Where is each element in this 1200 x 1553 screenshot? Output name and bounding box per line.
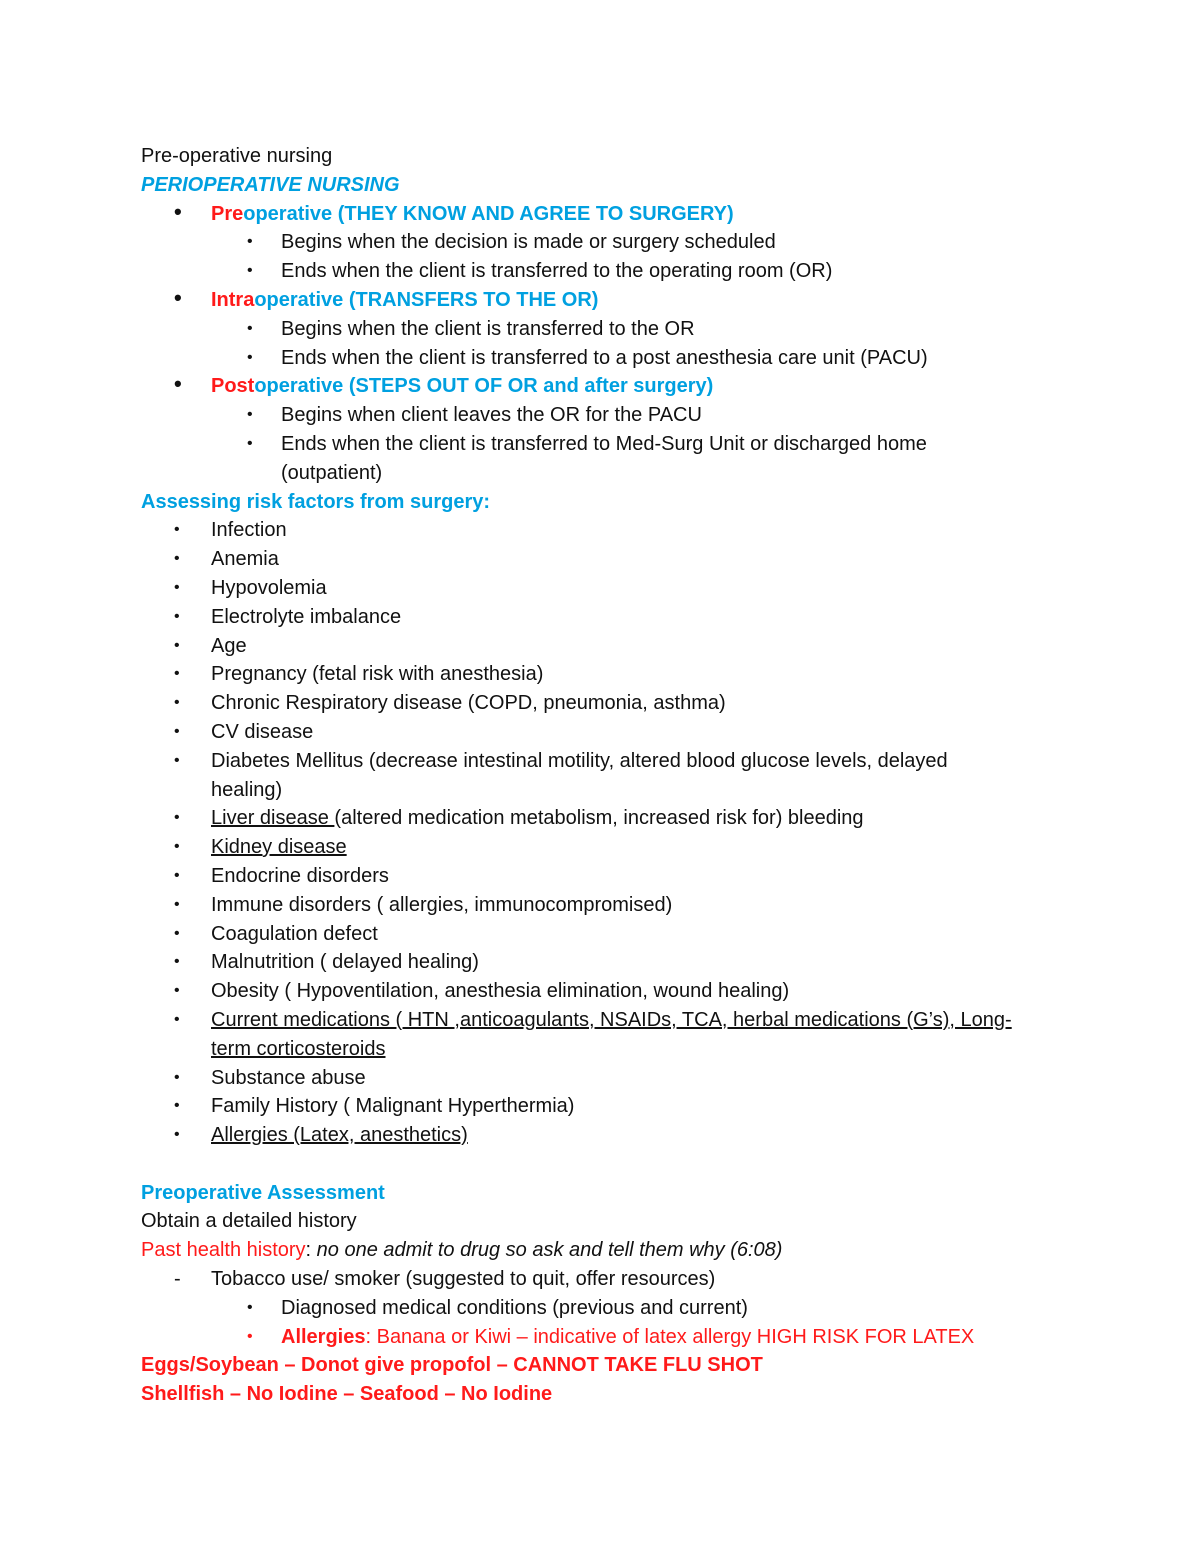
bullet-icon: •	[174, 694, 180, 712]
phase-prefix: Post	[211, 375, 255, 398]
eggs-soybean-note: Eggs/Soybean – Donot give propofol – CANNOT TAKE FLU SHOT	[141, 1354, 763, 1377]
bullet-icon: •	[174, 550, 180, 568]
past-health-label: Past health history	[141, 1239, 306, 1262]
allergies-label: Allergies	[281, 1325, 366, 1348]
bullet-icon: •	[174, 371, 182, 397]
document-body	[141, 142, 1081, 1409]
risk-item: • Malnutrition ( delayed healing)	[141, 948, 1081, 977]
bullet-icon: •	[174, 198, 182, 224]
risk-item: • Current medications ( HTN ,anticoagulants, NSAIDs, TCA, herbal medications (G’s), Long-	[141, 1006, 1081, 1035]
bullet-icon: •	[174, 521, 180, 539]
bullet-icon: •	[247, 1327, 253, 1345]
risk-item: • Endocrine disorders	[141, 862, 1081, 891]
risk-item: • Electrolyte imbalance	[141, 603, 1081, 632]
bullet-icon: •	[174, 578, 180, 596]
bullet-icon: •	[174, 866, 180, 884]
bullet-icon: •	[174, 751, 180, 769]
risk-item: • Pregnancy (fetal risk with anesthesia)	[141, 660, 1081, 689]
shellfish-note: Shellfish – No Iodine – Seafood – No Iodine	[141, 1383, 553, 1406]
risk-item: • Kidney disease	[141, 833, 1081, 862]
phase-label: operative (THEY KNOW AND AGREE TO SURGERY)	[243, 202, 734, 225]
risk-item: • Liver disease (altered medication metabolism, increased risk for) bleeding	[141, 804, 1081, 833]
bullet-icon: •	[247, 262, 253, 280]
risk-item: • Family History ( Malignant Hyperthermia)	[141, 1092, 1081, 1121]
past-health-note: no one admit to drug so ask and tell them why (6:08)	[316, 1239, 783, 1262]
bullet-icon: •	[174, 1068, 180, 1086]
list-item: • Ends when the client is transferred to the operating room (OR)	[141, 257, 1081, 286]
bullet-icon: •	[174, 284, 182, 310]
bullet-icon: •	[247, 319, 253, 337]
bullet-icon: •	[174, 1097, 180, 1115]
bullet-icon: •	[174, 1126, 180, 1144]
risk-item: • Obesity ( Hypoventilation, anesthesia elimination, wound healing)	[141, 977, 1081, 1006]
bullet-icon: •	[174, 982, 180, 1000]
allergies-item: • Allergies: Banana or Kiwi – indicative of latex allergy HIGH RISK FOR LATEX	[141, 1323, 1081, 1352]
section-heading-perioperative: PERIOPERATIVE NURSING	[141, 173, 400, 196]
bullet-icon: •	[247, 406, 253, 424]
phase-label: operative (TRANSFERS TO THE OR)	[254, 288, 599, 311]
assessment-subheading: Obtain a detailed history	[141, 1210, 357, 1233]
bullet-icon: •	[174, 924, 180, 942]
page-title: Pre-operative nursing	[141, 145, 333, 167]
bullet-icon: •	[247, 233, 253, 251]
risk-item: • Age	[141, 632, 1081, 661]
bullet-icon: •	[174, 665, 180, 683]
bullet-icon: •	[174, 1010, 180, 1028]
phase-preoperative	[141, 200, 1081, 229]
risk-item: • Infection	[141, 516, 1081, 545]
past-health-history: Past health history: no one admit to drug so ask and tell them why (6:08)	[141, 1239, 783, 1262]
risk-item-continuation: term corticosteroids	[211, 1037, 386, 1060]
dash-icon: -	[174, 1268, 181, 1291]
risk-item: • Allergies (Latex, anesthetics)	[141, 1121, 1081, 1150]
bullet-icon: •	[174, 607, 180, 625]
bullet-icon: •	[174, 838, 180, 856]
list-item: • Begins when client leaves the OR for the PACU	[141, 401, 1081, 430]
risk-item: • Hypovolemia	[141, 574, 1081, 603]
list-item: • Begins when the decision is made or surgery scheduled	[141, 228, 1081, 257]
bullet-icon: •	[247, 434, 253, 452]
phase-intraoperative	[141, 286, 1081, 315]
risk-item: • Coagulation defect	[141, 920, 1081, 949]
bullet-icon: •	[174, 722, 180, 740]
blank-line	[141, 1150, 1081, 1179]
phase-postoperative	[141, 372, 1081, 401]
list-item: - Tobacco use/ smoker (suggested to quit, offer resources)	[141, 1265, 1081, 1294]
list-item: • Ends when the client is transferred to Med-Surg Unit or discharged home	[141, 430, 1081, 459]
risk-item: • Diabetes Mellitus (decrease intestinal motility, altered blood glucose levels, delayed	[141, 747, 1081, 776]
list-item: • Ends when the client is transferred to a post anesthesia care unit (PACU)	[141, 344, 1081, 373]
list-item-continuation: (outpatient)	[281, 461, 383, 484]
bullet-icon: •	[247, 1298, 253, 1316]
section-heading-assessment: Preoperative Assessment	[141, 1181, 385, 1204]
bullet-icon: •	[174, 953, 180, 971]
risk-item: • Immune disorders ( allergies, immunocompromised)	[141, 891, 1081, 920]
phase-prefix: Intra	[211, 288, 255, 311]
list-item: • Diagnosed medical conditions (previous and current)	[141, 1294, 1081, 1323]
bullet-icon: •	[174, 809, 180, 827]
risk-item: • CV disease	[141, 718, 1081, 747]
bullet-icon: •	[174, 636, 180, 654]
section-heading-risk-factors: Assessing risk factors from surgery:	[141, 490, 491, 513]
risk-item: • Chronic Respiratory disease (COPD, pneumonia, asthma)	[141, 689, 1081, 718]
phase-label: operative (STEPS OUT OF OR and after surgery)	[254, 375, 714, 398]
risk-item: • Substance abuse	[141, 1064, 1081, 1093]
bullet-icon: •	[174, 895, 180, 913]
phase-prefix: Pre	[211, 202, 244, 225]
risk-item: • Anemia	[141, 545, 1081, 574]
list-item: • Begins when the client is transferred to the OR	[141, 315, 1081, 344]
bullet-icon: •	[247, 348, 253, 366]
risk-item-continuation: healing)	[211, 778, 283, 801]
